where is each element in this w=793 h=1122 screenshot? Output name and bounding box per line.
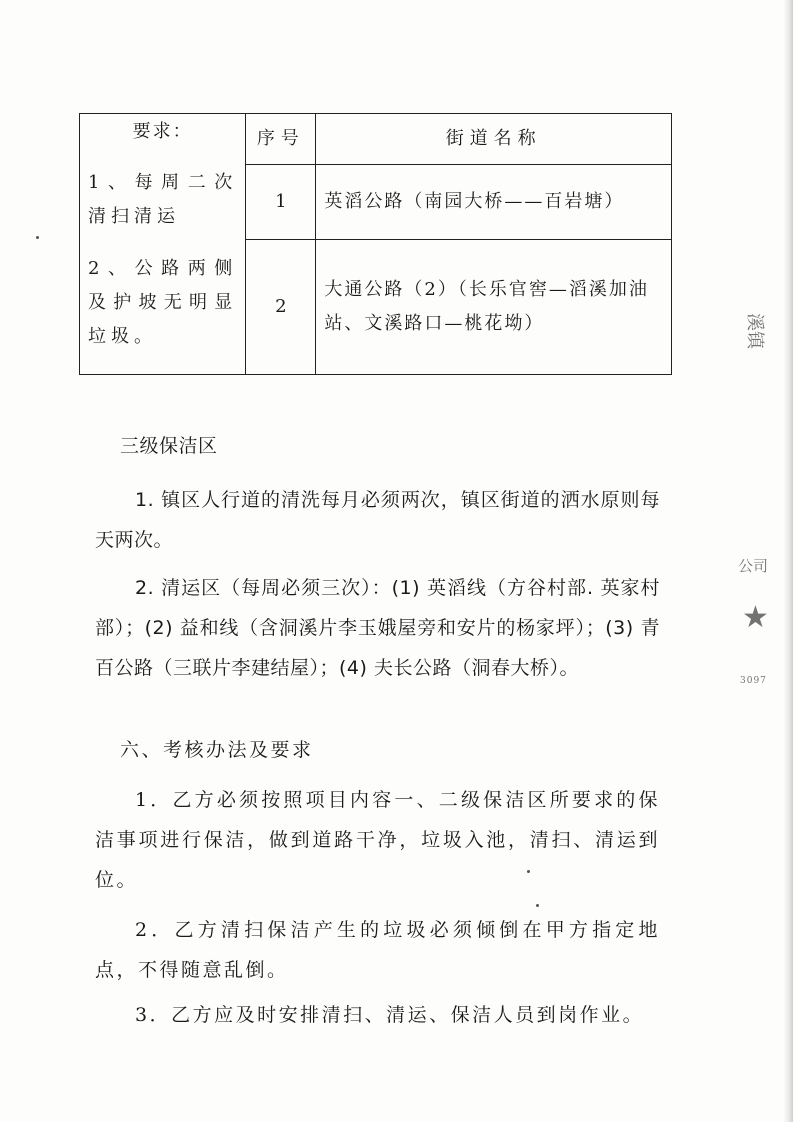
street-name: 大通公路（2）（长乐官窖—滔溪加油站、文溪路口—桃花坳） — [316, 240, 672, 375]
section-six-paragraph-2: 2．乙方清扫保洁产生的垃圾必须倾倒在甲方指定地点，不得随意乱倒。 — [95, 919, 660, 981]
scan-speck — [36, 236, 39, 239]
stamp-fragment-top: 溪镇 — [744, 313, 765, 349]
stamp-fragment-number: 3097 — [740, 676, 767, 686]
level3-paragraph-1: 1. 镇区人行道的清洗每月必须两次，镇区街道的洒水原则每天两次。 — [95, 489, 660, 551]
stamp-star-icon: ★ — [742, 600, 769, 635]
street-name-header: 街道名称 — [316, 114, 672, 165]
table-header-row — [80, 114, 672, 165]
street-name: 英滔公路（南园大桥——百岩塘） — [316, 165, 672, 240]
number-header: 序号 — [246, 114, 316, 165]
level3-paragraph-2: 2. 清运区（每周必须三次）：(1) 英滔线（方谷村部. 英家村部）；(2) 益和线（含洞溪片李玉娥屋旁和安片的杨家坪）；(3) 青百公路（三联片李建结屋）；(4) 夫长公路（洞春大桥）。 — [95, 577, 660, 679]
scan-speck — [536, 904, 539, 907]
requirement-item-2: 2、公路两侧及护坡无明显垃圾。 — [88, 258, 238, 347]
scan-edge-shadow — [783, 0, 793, 1122]
section-six-heading: 六、考核办法及要求 — [120, 739, 314, 761]
stamp-fragment-mid: 公司 — [738, 557, 769, 575]
scan-speck — [527, 870, 530, 873]
requirements-title: 要求： — [132, 121, 193, 142]
section-six-paragraph-1: 1．乙方必须按照项目内容一、二级保洁区所要求的保洁事项进行保洁，做到道路干净，垃圾入池，清扫、清运到位。 — [95, 789, 660, 891]
requirements-cell — [80, 114, 246, 375]
row-number: 2 — [246, 240, 316, 375]
street-table — [79, 113, 672, 375]
row-number: 1 — [246, 165, 316, 240]
section-six-paragraph-3: 3．乙方应及时安排清扫、清运、保洁人员到岗作业。 — [135, 1004, 645, 1026]
level3-heading: 三级保洁区 — [120, 435, 218, 457]
requirement-item-1: 1、每周二次清扫清运 — [88, 172, 238, 227]
